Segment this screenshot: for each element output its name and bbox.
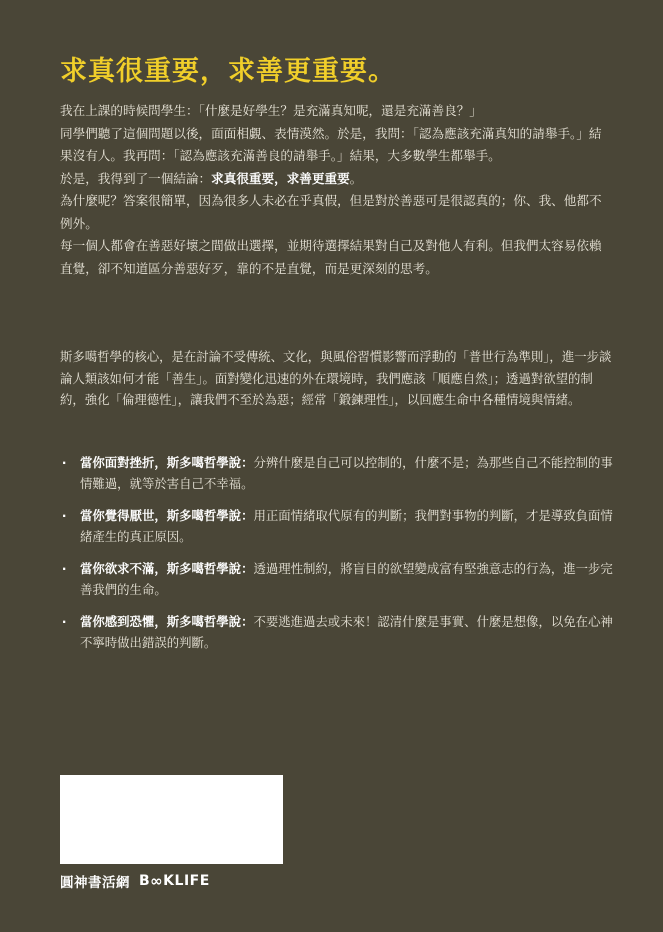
publisher-logo — [60, 871, 210, 891]
barcode-placeholder — [60, 775, 283, 864]
bullet-text: 不要逃進過去或未來！認清什麼是事實、什麼是想像，以免在心神不寧時做出錯誤的判斷。 — [80, 614, 613, 650]
bullet-marker: ‧ — [62, 508, 67, 523]
publisher-en-rest: KLIFE — [163, 873, 210, 889]
publisher-name-cn: 圓神書活網 — [60, 875, 130, 891]
publisher-en-b: B — [139, 873, 151, 889]
list-item — [60, 611, 614, 653]
bullet-lead: 當你覺得厭世，斯多噶哲學說： — [80, 508, 254, 523]
intro-paragraph-1: 我在上課的時候問學生：「什麼是好學生？是充滿真知呢，還是充滿善良？」 — [60, 103, 482, 118]
intro-paragraph-5: 每一個人都會在善惡好壞之間做出選擇，並期待選擇結果對自己及對他人有利。但我們太容易依賴直覺，卻不知道區分善惡好歹，靠的不是直覺，而是更深刻的思考。 — [60, 238, 602, 276]
intro-paragraph-2: 同學們聽了這個問題以後，面面相覷、表情漠然。於是，我問：「認為應該充滿真知的請舉手。」結果沒有人。我再問：「認為應該充滿善良的請舉手。」結果，大多數學生都舉手。 — [60, 125, 602, 163]
conclusion-prefix: 於是，我得到了一個結論： — [60, 170, 212, 186]
page-headline: 求真很重要，求善更重要。 — [60, 56, 396, 87]
list-item — [60, 505, 614, 547]
bullet-marker: ‧ — [62, 455, 67, 470]
core-paragraph: 斯多噶哲學的核心，是在討論不受傳統、文化，與風俗習慣影響而浮動的「普世行為準則」，進一步談論人類該如何才能「善生」。面對變化迅速的外在環境時，我們應該「順應自然」；透過對欲望的制約，強化「倫理德性」，讓我們不至於為惡；經常「鍛鍊理性」，以回應生命中各種情境與情緒。 — [60, 349, 612, 407]
infinity-icon: ∞ — [150, 871, 164, 890]
intro-paragraph-4: 為什麼呢？答案很簡單，因為很多人未必在乎真假，但是對於善惡可是很認真的；你、我、他都不例外。 — [60, 193, 602, 231]
bullet-lead: 當你面對挫折，斯多噶哲學說： — [80, 455, 254, 470]
list-item — [60, 452, 614, 494]
intro-section — [60, 100, 614, 280]
intro-paragraph-3 — [60, 168, 614, 191]
bullet-lead: 當你感到恐懼，斯多噶哲學說： — [80, 614, 254, 629]
advice-list — [60, 452, 614, 664]
conclusion-suffix: 。 — [349, 170, 363, 186]
bullet-lead: 當你欲求不滿，斯多噶哲學說： — [80, 561, 254, 576]
conclusion-emphasis: 求真很重要，求善更重要 — [211, 170, 350, 186]
list-item — [60, 558, 614, 600]
bullet-text: 用正面情緒取代原有的判斷；我們對事物的判斷，才是導致負面情緒產生的真正原因。 — [80, 508, 613, 544]
bullet-marker: ‧ — [62, 561, 67, 576]
bullet-text: 分辨什麼是自己可以控制的，什麼不是；為那些自己不能控制的事情難過，就等於害自己不幸福。 — [80, 455, 613, 491]
bullet-marker: ‧ — [62, 614, 67, 629]
publisher-name-en — [139, 873, 210, 889]
bullet-text: 透過理性制約，將盲目的欲望變成富有堅強意志的行為，進一步完善我們的生命。 — [80, 561, 613, 597]
